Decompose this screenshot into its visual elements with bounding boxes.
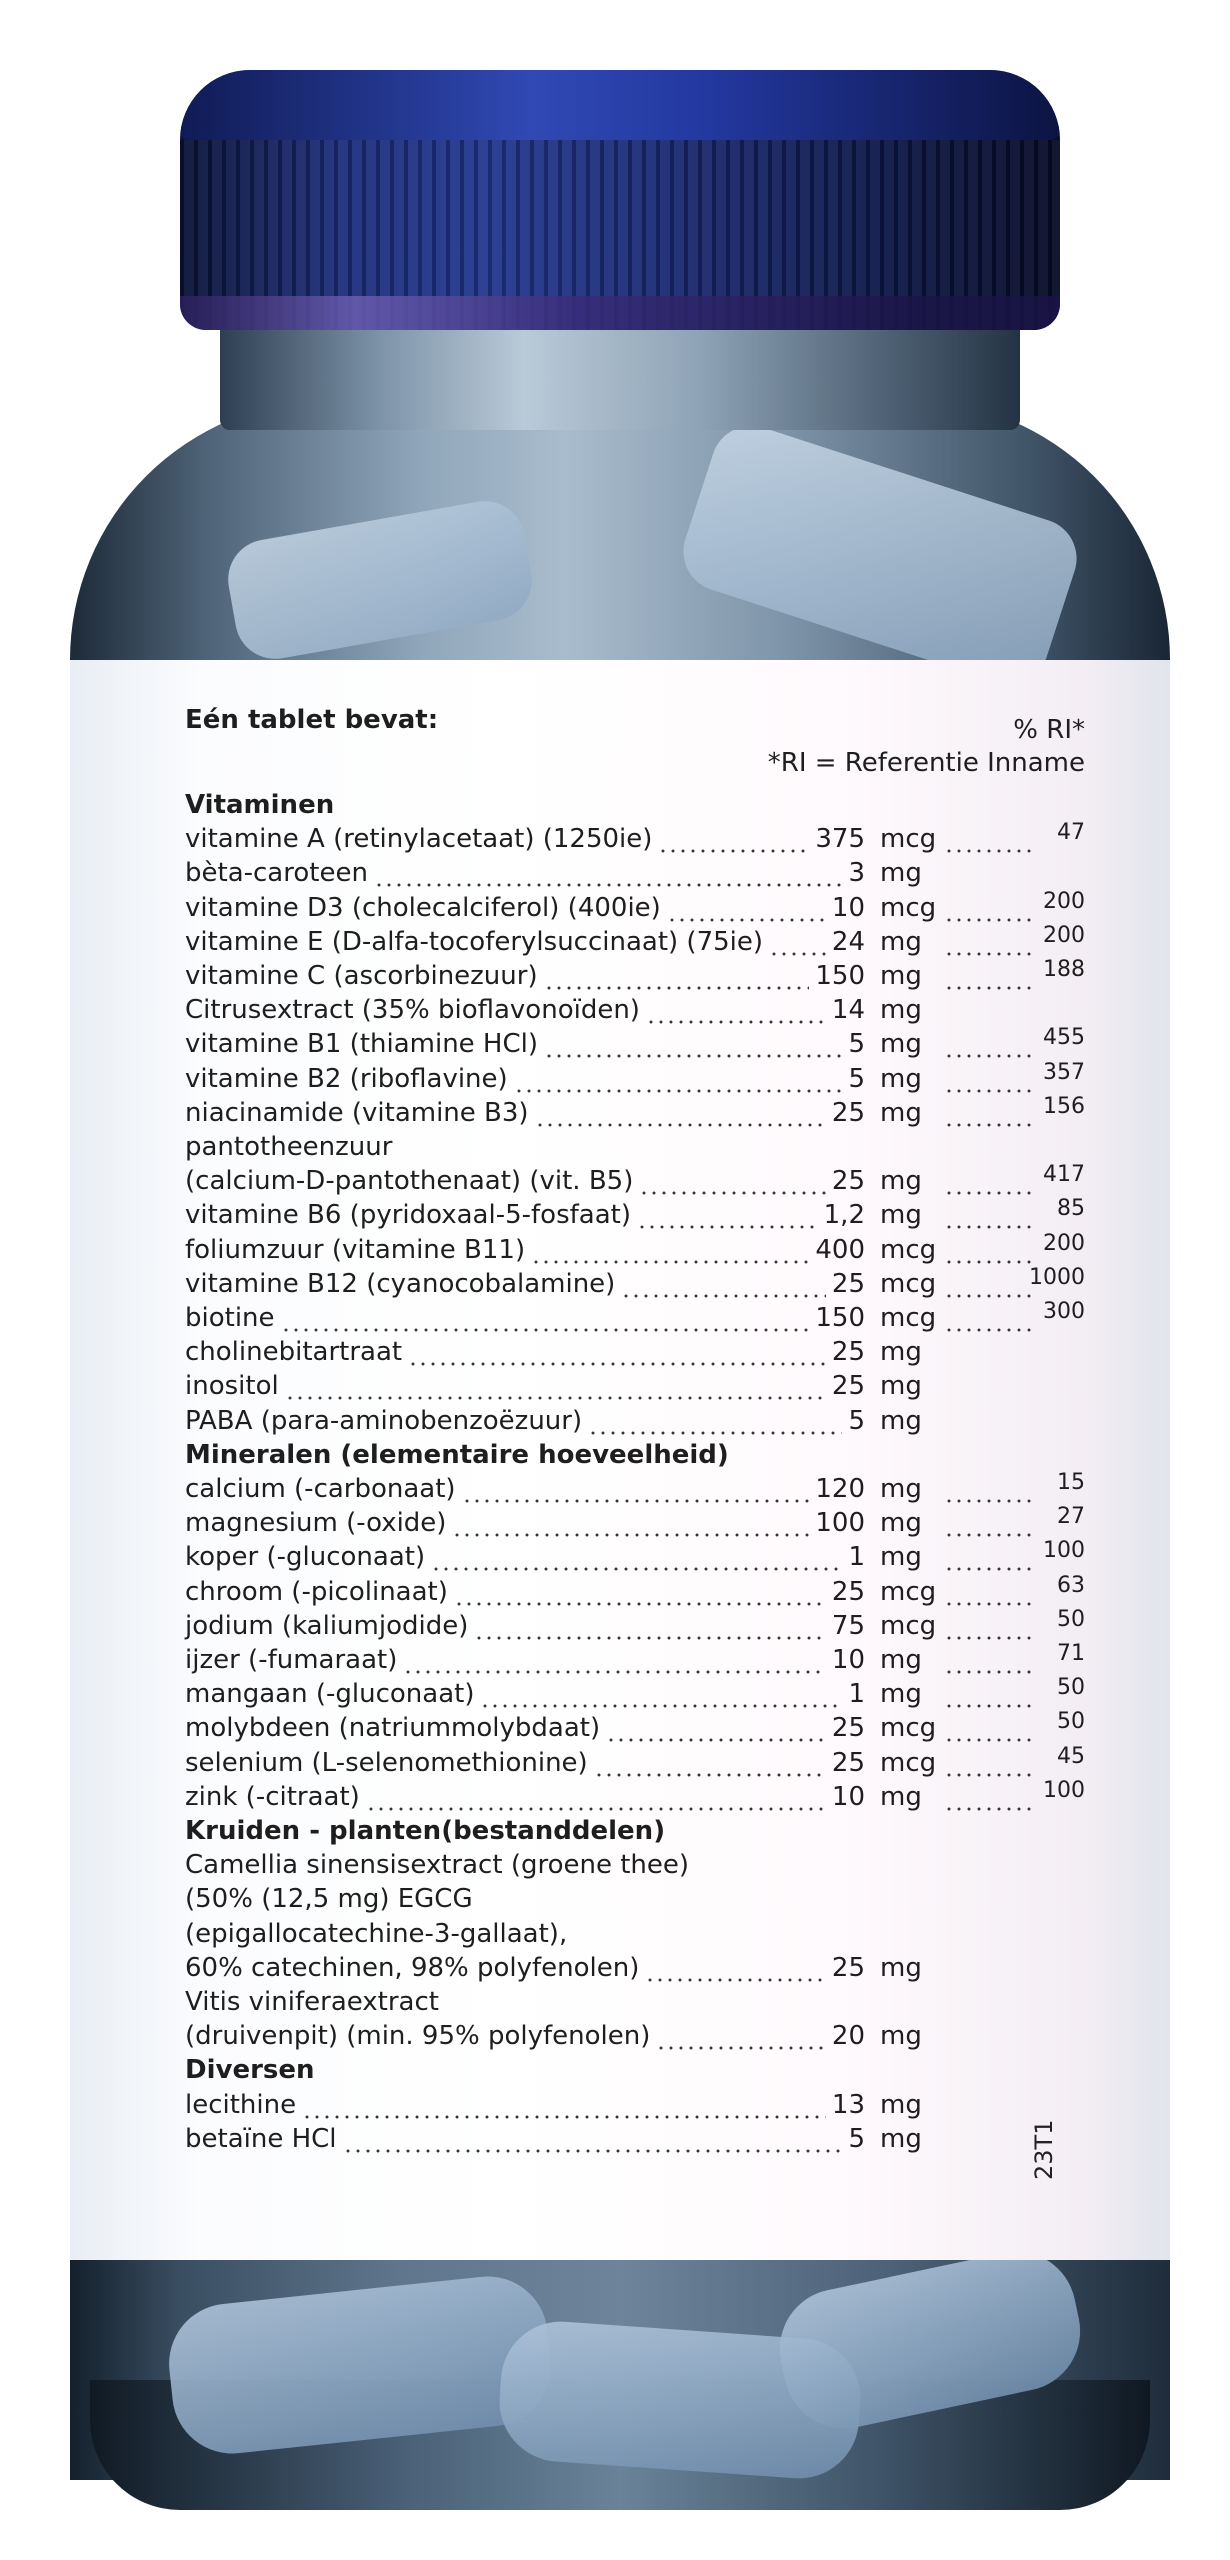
ingredient-unit: mcg: [880, 1268, 937, 1299]
dot-leader: [514, 1088, 842, 1094]
lot-code: 23T1: [1030, 2119, 1058, 2180]
ri-percentage: 100: [1043, 1538, 1085, 1564]
ri-dot-leader: [944, 1053, 1035, 1059]
ingredient-row: [70, 1470, 1170, 1506]
ingredient-amount: 150: [815, 1303, 865, 1333]
dot-leader: [431, 1566, 842, 1572]
ingredient-amount: 150: [815, 961, 865, 991]
ri-dot-leader: [944, 1259, 1035, 1265]
ingredient-name: Camellia sinensisextract (groene thee): [185, 1850, 690, 1881]
ri-dot-leader: [944, 848, 1035, 854]
dot-leader: [366, 1806, 826, 1812]
ingredient-unit: mg: [880, 1781, 922, 1812]
dot-leader: [658, 848, 809, 854]
ingredient-name: Citrusextract (35% bioflavonoïden): [185, 995, 640, 1026]
ingredient-name: vitamine A (retinylacetaat) (1250ie): [185, 824, 653, 855]
ingredient-unit: mg: [880, 1542, 922, 1573]
dot-leader: [531, 1259, 809, 1265]
dot-leader: [656, 2045, 826, 2051]
ingredient-name: betaïne HCl: [185, 2123, 337, 2154]
ri-dot-leader: [944, 985, 1035, 991]
bottle-neck: [220, 320, 1020, 430]
ingredient-row: [70, 1606, 1170, 1643]
ingredient-row: [70, 820, 1170, 856]
ingredient-row: [70, 1504, 1170, 1540]
ingredient-unit: mcg: [880, 1713, 937, 1744]
ingredient-unit: mcg: [880, 892, 937, 923]
dot-leader: [646, 1019, 826, 1025]
ri-column-heading: % RI*: [1013, 715, 1085, 745]
ingredient-amount: 400: [815, 1234, 865, 1265]
ri-percentage: 200: [1043, 888, 1085, 914]
dot-leader: [637, 1224, 818, 1230]
ingredient-name: (calcium-D-pantothenaat) (vit. B5): [185, 1166, 634, 1197]
ingredient-unit: mg: [880, 2123, 922, 2154]
dot-leader: [769, 951, 826, 957]
ri-percentage: 50: [1057, 1675, 1085, 1701]
section-heading: [70, 790, 1170, 822]
ingredient-row: [70, 1337, 1170, 1369]
ri-dot-leader: [944, 1532, 1035, 1538]
ingredient-unit: mg: [880, 1200, 922, 1231]
ingredient-name: (epigallocatechine-3-gallaat),: [185, 1918, 568, 1949]
ingredient-name: (50% (12,5 mg) EGCG: [185, 1884, 473, 1915]
ingredient-amount: 20: [831, 2021, 865, 2052]
ingredient-name: calcium (-carbonaat): [185, 1474, 456, 1504]
ri-percentage: 156: [1043, 1093, 1085, 1119]
ingredient-name: pantotheenzuur: [185, 1132, 393, 1162]
dot-leader: [544, 1053, 842, 1059]
ingredient-row: [70, 1709, 1170, 1745]
ingredient-name: biotine: [185, 1303, 275, 1333]
ingredient-amount: 25: [831, 1713, 865, 1744]
dot-leader: [645, 1977, 826, 1983]
ingredient-row: [70, 2090, 1170, 2122]
ingredient-name: chroom (-picolinaat): [185, 1576, 448, 1607]
ingredient-name: vitamine E (D-alfa-tocoferylsuccinaat) (75ie): [185, 926, 764, 957]
ingredient-name: 60% catechinen, 98% polyfenolen): [185, 1952, 640, 1983]
ingredient-unit: mg: [880, 995, 922, 1026]
ri-percentage: 357: [1043, 1059, 1085, 1085]
section-heading: [70, 1440, 1170, 1472]
ingredient-row: [70, 1025, 1170, 1061]
ingredient-name: vitamine D3 (cholecalciferol) (400ie): [185, 892, 661, 923]
ingredient-name: foliumzuur (vitamine B11): [185, 1234, 526, 1265]
ingredient-row: [70, 1196, 1170, 1232]
dot-leader: [667, 917, 826, 923]
ingredient-amount: 13: [831, 2089, 865, 2120]
ingredient-amount: 100: [815, 1508, 865, 1539]
ingredient-row: [70, 2124, 1170, 2156]
ingredient-row: [70, 995, 1170, 1027]
dot-leader: [285, 1395, 826, 1401]
ingredient-unit: mcg: [880, 824, 937, 855]
ingredient-amount: 25: [831, 1371, 865, 1402]
ingredient-name: mangaan (-gluconaat): [185, 1679, 475, 1710]
ingredient-row: [70, 1230, 1170, 1267]
ingredient-row: [70, 1406, 1170, 1438]
ri-dot-leader: [944, 1122, 1035, 1128]
cap-band: [180, 296, 1060, 330]
ri-percentage: 455: [1043, 1025, 1085, 1051]
ingredient-amount: 25: [831, 1747, 865, 1778]
ingredient-row: [70, 1538, 1170, 1574]
ri-dot-leader: [944, 1601, 1035, 1607]
dot-leader: [535, 1122, 826, 1128]
dot-leader: [594, 1772, 826, 1778]
ingredient-amount: 25: [831, 1166, 865, 1197]
dot-leader: [408, 1361, 826, 1367]
ingredient-name: Vitis viniferaextract: [185, 1987, 439, 2017]
ingredient-row: [70, 922, 1170, 959]
dot-leader: [621, 1293, 826, 1299]
dot-leader: [403, 1669, 826, 1675]
ri-percentage: 300: [1043, 1299, 1085, 1324]
ingredient-unit: mg: [880, 1166, 922, 1197]
dot-leader: [281, 1327, 809, 1333]
ri-percentage: 200: [1043, 1230, 1085, 1256]
ri-percentage: 100: [1043, 1777, 1085, 1803]
ingredient-unit: mcg: [880, 1576, 937, 1607]
ingredient-row: [70, 1850, 1170, 1882]
ingredient-name: magnesium (-oxide): [185, 1508, 447, 1539]
dot-leader: [639, 1190, 826, 1196]
ingredient-unit: mcg: [880, 1610, 937, 1641]
ingredient-amount: 1,2: [823, 1200, 865, 1231]
supplement-facts-label: [70, 660, 1170, 2260]
ingredient-unit: mg: [880, 1952, 922, 1983]
ri-dot-leader: [944, 1190, 1035, 1196]
ingredient-amount: 120: [815, 1474, 865, 1504]
ri-percentage: 45: [1057, 1743, 1085, 1769]
ri-percentage: 47: [1057, 820, 1085, 846]
ingredient-amount: 24: [831, 926, 865, 957]
ingredient-amount: 10: [831, 1645, 865, 1675]
ingredient-unit: mg: [880, 1679, 922, 1710]
ri-dot-leader: [944, 1327, 1035, 1333]
ingredient-name: vitamine C (ascorbinezuur): [185, 961, 538, 991]
ri-percentage: 71: [1057, 1641, 1085, 1666]
ingredient-amount: 1: [848, 1679, 865, 1710]
dot-leader: [343, 2148, 842, 2154]
dot-leader: [474, 1635, 826, 1641]
dot-leader: [452, 1532, 809, 1538]
ingredient-name: molybdeen (natriummolybdaat): [185, 1713, 601, 1744]
ri-footnote: *RI = Referentie Inname: [767, 748, 1085, 778]
ingredient-unit: mg: [880, 961, 922, 991]
ri-percentage: 417: [1043, 1162, 1085, 1188]
ingredient-amount: 5: [848, 2123, 865, 2154]
ri-dot-leader: [944, 1566, 1035, 1572]
ri-dot-leader: [944, 1635, 1035, 1641]
ingredient-unit: mg: [880, 2021, 922, 2052]
ingredient-unit: mg: [880, 1097, 922, 1128]
ri-dot-leader: [944, 951, 1035, 957]
ri-percentage: 15: [1057, 1470, 1085, 1495]
dot-leader: [606, 1737, 826, 1743]
ingredient-unit: mg: [880, 2089, 922, 2120]
ingredient-row: [70, 1884, 1170, 1916]
ingredient-row: [70, 888, 1170, 925]
cap-top: [180, 70, 1060, 140]
ingredient-name: cholinebitartraat: [185, 1337, 403, 1368]
ingredient-amount: 10: [831, 1781, 865, 1812]
ingredient-unit: mg: [880, 1029, 922, 1060]
ingredient-amount: 25: [831, 1097, 865, 1128]
section-title: Kruiden - planten(bestanddelen): [185, 1816, 666, 1846]
ingredient-amount: 25: [831, 1268, 865, 1299]
ingredient-name: vitamine B2 (riboflavine): [185, 1063, 508, 1094]
ingredient-row: [70, 1953, 1170, 1985]
ingredient-name: ijzer (-fumaraat): [185, 1645, 398, 1675]
ri-percentage: 188: [1043, 957, 1085, 982]
section-title: Mineralen (elementaire hoeveelheid): [185, 1439, 729, 1470]
ri-dot-leader: [944, 1224, 1035, 1230]
bottle-cap: [180, 70, 1060, 330]
ri-percentage: 27: [1057, 1504, 1085, 1530]
ingredient-amount: 5: [848, 1029, 865, 1060]
ingredient-name: zink (-citraat): [185, 1781, 360, 1812]
ingredient-row: [70, 1641, 1170, 1677]
ingredient-row: [70, 1572, 1170, 1609]
ingredient-amount: 375: [815, 824, 865, 855]
ingredient-name: (druivenpit) (min. 95% polyfenolen): [185, 2021, 651, 2052]
ingredient-unit: mg: [880, 1474, 922, 1504]
ingredient-row: [70, 2021, 1170, 2053]
ingredient-amount: 75: [831, 1610, 865, 1641]
ingredient-unit: mg: [880, 1371, 922, 1402]
ri-dot-leader: [944, 1498, 1035, 1504]
ingredient-unit: mg: [880, 1337, 922, 1368]
ri-percentage: 200: [1043, 922, 1085, 948]
ingredient-name: vitamine B1 (thiamine HCl): [185, 1029, 539, 1060]
ingredient-unit: mg: [880, 1508, 922, 1539]
ingredient-row: [70, 1743, 1170, 1780]
label-header: Eén tablet bevat:: [185, 705, 439, 735]
ingredient-amount: 25: [831, 1952, 865, 1983]
ingredient-name: jodium (kaliumjodide): [185, 1610, 469, 1641]
ingredient-name: niacinamide (vitamine B3): [185, 1097, 529, 1128]
ingredient-amount: 3: [848, 858, 865, 889]
ingredient-name: selenium (L-selenomethionine): [185, 1747, 588, 1778]
ingredient-amount: 14: [831, 995, 865, 1026]
ingredient-name: lecithine: [185, 2089, 297, 2120]
ri-dot-leader: [944, 1088, 1035, 1094]
ingredient-unit: mg: [880, 858, 922, 889]
ingredient-row: [70, 1162, 1170, 1198]
ingredient-row: [70, 1132, 1170, 1164]
ri-percentage: 63: [1057, 1572, 1085, 1598]
dot-leader: [374, 882, 842, 888]
ingredient-amount: 5: [848, 1063, 865, 1094]
ingredient-row: [70, 1299, 1170, 1335]
ri-percentage: 85: [1057, 1196, 1085, 1222]
ri-dot-leader: [944, 917, 1035, 923]
ingredient-amount: 5: [848, 1405, 865, 1436]
ingredient-name: koper (-gluconaat): [185, 1542, 426, 1573]
ingredient-row: [70, 1371, 1170, 1403]
ingredient-row: [70, 1675, 1170, 1711]
ri-dot-leader: [944, 1669, 1035, 1675]
ri-percentage: 1000: [1029, 1264, 1085, 1290]
ri-dot-leader: [944, 1293, 1035, 1299]
ingredient-name: vitamine B12 (cyanocobalamine): [185, 1268, 616, 1299]
ingredient-row: [70, 1777, 1170, 1814]
section-heading: [70, 2055, 1170, 2087]
ingredient-row: [70, 957, 1170, 993]
dot-leader: [454, 1601, 826, 1607]
ingredient-unit: mcg: [880, 1234, 937, 1265]
ri-dot-leader: [944, 1703, 1035, 1709]
ingredient-row: [70, 1919, 1170, 1951]
ingredient-amount: 25: [831, 1337, 865, 1368]
ingredient-amount: 10: [831, 892, 865, 923]
section-title: Diversen: [185, 2055, 315, 2086]
ingredient-name: bèta-caroteen: [185, 858, 368, 889]
ri-percentage: 50: [1057, 1606, 1085, 1632]
section-heading: [70, 1816, 1170, 1848]
ingredient-unit: mcg: [880, 1747, 937, 1778]
ingredient-row: [70, 1059, 1170, 1096]
ingredient-name: PABA (para-aminobenzoëzuur): [185, 1405, 583, 1436]
ingredient-unit: mg: [880, 926, 922, 957]
ingredient-amount: 1: [848, 1542, 865, 1573]
ingredient-row: [70, 858, 1170, 890]
ingredient-row: [70, 1987, 1170, 2019]
ri-dot-leader: [944, 1737, 1035, 1743]
ingredient-row: [70, 1093, 1170, 1130]
dot-leader: [588, 1430, 842, 1436]
dot-leader: [544, 985, 809, 991]
ri-dot-leader: [944, 1772, 1035, 1778]
dot-leader: [302, 2114, 826, 2120]
dot-leader: [462, 1498, 809, 1504]
ri-percentage: 50: [1057, 1709, 1085, 1735]
ri-dot-leader: [944, 1806, 1035, 1812]
ingredient-unit: mg: [880, 1645, 922, 1675]
section-title: Vitaminen: [185, 790, 335, 820]
dot-leader: [480, 1703, 842, 1709]
ingredient-unit: mcg: [880, 1303, 937, 1333]
ingredient-unit: mg: [880, 1405, 922, 1436]
ingredient-row: [70, 1264, 1170, 1301]
ingredient-name: vitamine B6 (pyridoxaal-5-fosfaat): [185, 1200, 631, 1231]
ingredient-unit: mg: [880, 1063, 922, 1094]
ingredient-amount: 25: [831, 1576, 865, 1607]
ingredient-name: inositol: [185, 1371, 279, 1402]
